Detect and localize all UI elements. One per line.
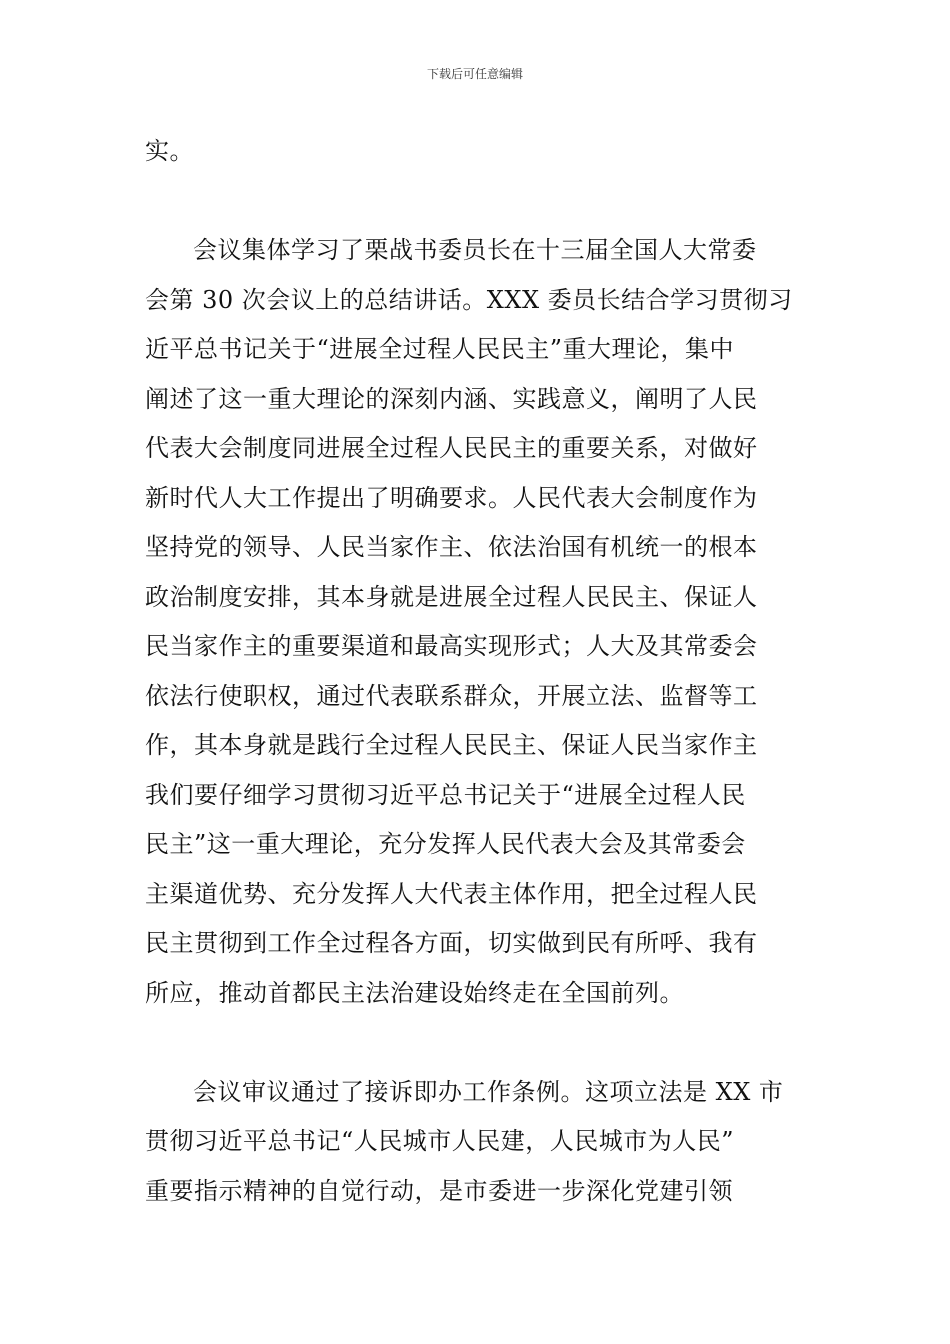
text-line: 贯彻习近平总书记“人民城市人民建，人民城市为人民” xyxy=(145,1127,735,1155)
text-line: 阐述了这一重大理论的深刻内涵、实践意义，阐明了人民 xyxy=(145,384,758,413)
paragraph-gap xyxy=(145,177,805,227)
text-line: 会议审议通过了接诉即办工作条例。这项立法是 XX 市 xyxy=(193,1077,784,1106)
text-line: 坚持党的领导、人民当家作主、依法治国有机统一的根本 xyxy=(145,533,758,561)
paragraph-continuation xyxy=(145,127,805,177)
text-line: 民主贯彻到工作全过程各方面，切实做到民有所呼、我有 xyxy=(145,929,758,957)
paragraph-gap xyxy=(145,1018,805,1068)
text-line: 会议集体学习了栗战书委员长在十三届全国人大常委 xyxy=(193,236,757,264)
text-line: 依法行使职权，通过代表联系群众，开展立法、监督等工 xyxy=(145,681,758,710)
text-line: 实。 xyxy=(145,137,194,165)
paragraph-meeting-study xyxy=(145,226,805,1018)
page-header: 下载后可任意编辑 xyxy=(426,67,523,81)
text-line: 所应，推动首都民主法治建设始终走在全国前列。 xyxy=(145,978,684,1007)
text-line: 新时代人大工作提出了明确要求。人民代表大会制度作为 xyxy=(145,483,758,512)
text-line: 民当家作主的重要渠道和最高实现形式；人大及其常委会 xyxy=(145,632,758,660)
text-line: 作，其本身就是践行全过程人民民主、保证人民当家作主 xyxy=(145,731,758,759)
text-line: 会第 30 次会议上的总结讲话。XXX 委员长结合学习贯彻习 xyxy=(145,285,793,314)
text-line: 重要指示精神的自觉行动，是市委进一步深化党建引领 xyxy=(145,1176,733,1205)
document-body xyxy=(145,127,805,1216)
text-line: 政治制度安排，其本身就是进展全过程人民民主、保证人 xyxy=(145,582,758,611)
text-line: 近平总书记关于“进展全过程人民民主”重大理论，集中 xyxy=(145,335,735,363)
text-line: 代表大会制度同进展全过程人民民主的重要关系，对做好 xyxy=(145,434,758,462)
text-line: 民主”这一重大理论，充分发挥人民代表大会及其常委会 xyxy=(145,830,746,858)
text-line: 我们要仔细学习贯彻习近平总书记关于“进展全过程人民 xyxy=(145,780,746,809)
paragraph-regulation xyxy=(145,1068,805,1217)
text-line: 主渠道优势、充分发挥人大代表主体作用，把全过程人民 xyxy=(145,879,758,908)
